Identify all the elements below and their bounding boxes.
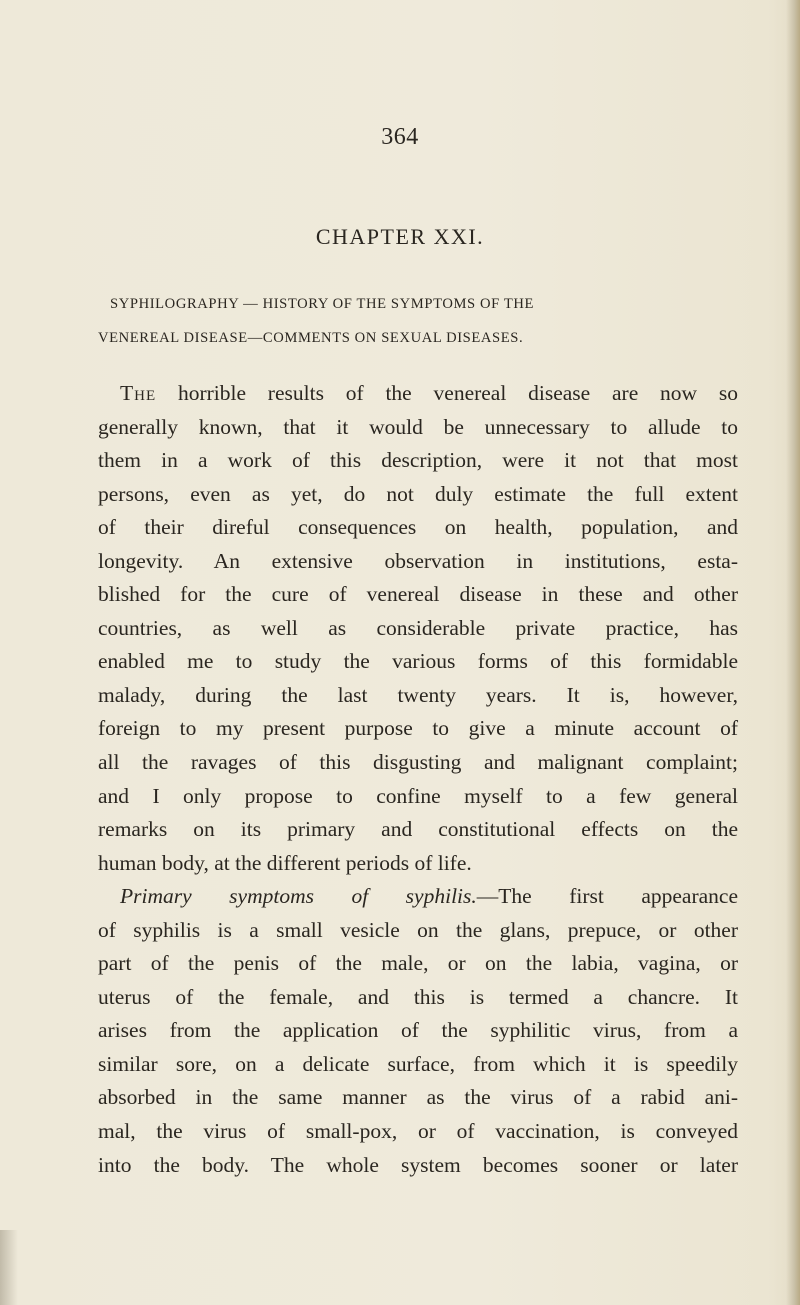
text-line: of syphilis is a small vesicle on the glans, prepuce, or other (98, 917, 738, 942)
text-line: blished for the cure of venereal disease in these and other (98, 582, 738, 607)
drop-word: The (120, 381, 157, 405)
text-line: and I only propose to confine myself to a few general (98, 783, 738, 808)
text-line (98, 880, 738, 914)
text-line: persons, even as yet, do not duly estimate the full extent (98, 481, 738, 506)
text-span: —The first appearance (476, 884, 738, 909)
text-line: remarks on its primary and constitutional effects on the (98, 817, 738, 842)
chapter-title: CHAPTER XXI. (315, 224, 485, 249)
paragraph-2 (98, 880, 738, 1182)
text-line: longevity. An extensive observation in institutions, esta- (98, 548, 738, 573)
text-line: mal, the virus of small-pox, or of vaccination, is conveyed (98, 1119, 738, 1144)
text-line: uterus of the female, and this is termed a chancre. It (98, 984, 738, 1009)
paragraph-1 (98, 377, 738, 880)
text-line: arises from the application of the syphilitic virus, from a (98, 1018, 738, 1043)
text-line: absorbed in the same manner as the virus of a rabid ani- (98, 1085, 738, 1110)
page-edge-shadow (786, 0, 800, 1305)
text-line: them in a work of this description, were it not that most (98, 448, 738, 473)
text-line: human body, at the different periods of life. (98, 850, 472, 875)
chapter-subtitle-line-2: VENEREAL DISEASE—COMMENTS ON SEXUAL DISEASES. (98, 330, 524, 346)
text-line (98, 377, 738, 411)
text-line: countries, as well as considerable private practice, has (98, 615, 738, 640)
text-line: malady, during the last twenty years. It is, however, (98, 682, 738, 707)
text-line: foreign to my present purpose to give a minute account of (98, 716, 738, 741)
text-line: similar sore, on a delicate surface, from which it is speedily (98, 1051, 738, 1076)
body-text (98, 377, 738, 1182)
text-line: all the ravages of this disgusting and malignant complaint; (98, 750, 738, 775)
text-line: into the body. The whole system becomes sooner or later (98, 1152, 738, 1177)
text-line: generally known, that it would be unnecessary to allude to (98, 414, 738, 439)
text-line: of their direful consequences on health, population, and (98, 515, 738, 540)
chapter-subtitle-line-1: SYPHILOGRAPHY — HISTORY OF THE SYMPTOMS OF THE (110, 296, 535, 312)
section-heading: Primary symptoms of syphilis. (120, 884, 477, 909)
text-line: part of the penis of the male, or on the labia, vagina, or (98, 951, 738, 976)
text-span: horrible results of the venereal disease are now so (177, 381, 739, 405)
page-number: 364 (381, 124, 419, 150)
page-corner-shadow (0, 1230, 18, 1305)
text-line: enabled me to study the various forms of this formidable (98, 649, 738, 674)
